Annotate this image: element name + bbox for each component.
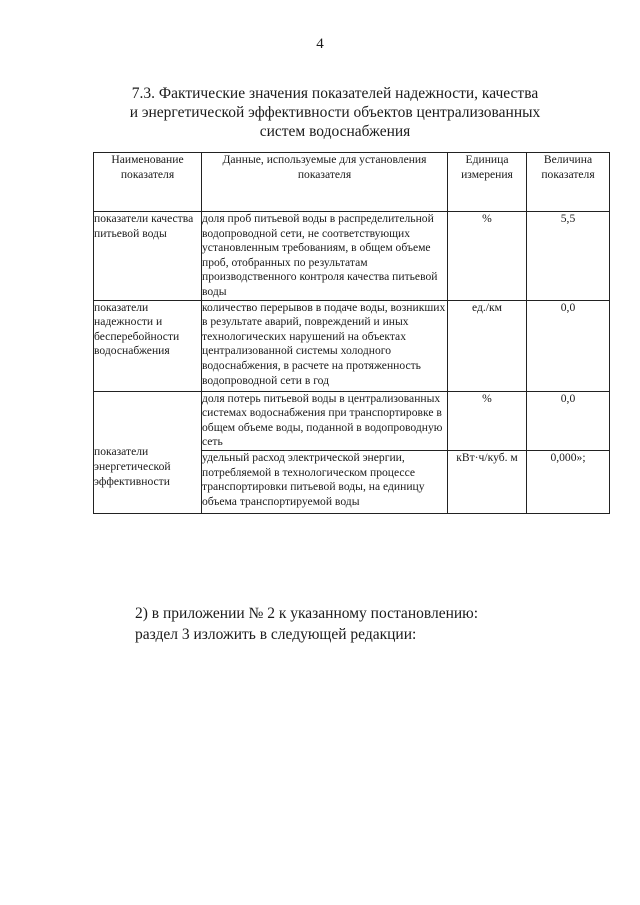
header-value: Величина показателя (527, 153, 610, 212)
indicators-table (93, 152, 610, 514)
indicator-unit: ед./км (448, 300, 527, 391)
amendment-paragraph: 2) в приложении № 2 к указанному постановлению: (135, 605, 479, 622)
indicator-name: показатели энергетической эффективности (94, 391, 202, 513)
amendment-paragraph: раздел 3 изложить в следующей редакции: (135, 626, 417, 643)
indicator-value: 0,0 (527, 391, 610, 450)
table-header-row (94, 153, 610, 212)
indicator-unit: кВт·ч/куб. м (448, 450, 527, 513)
indicator-value: 0,000»; (527, 450, 610, 513)
section-title-line: 7.3. Фактические значения показателей надежности, качества (131, 85, 539, 102)
section-title (120, 84, 550, 141)
indicator-data: доля потерь питьевой воды в централизованных системах водоснабжения при транспортировке в общем объеме воды, поданной в водопроводную сеть (202, 391, 448, 450)
indicator-value: 5,5 (527, 212, 610, 301)
header-indicator-name: Наименование показателя (94, 153, 202, 212)
indicator-unit: % (448, 212, 527, 301)
indicator-data: количество перерывов в подаче воды, возникших в результате аварий, повреждений и иных технологических нарушений на объектах централизованной системы холодного водоснабжения, в расчете на протяженность водопроводной сети в год (202, 300, 448, 391)
header-unit: Единица измерения (448, 153, 527, 212)
indicator-value: 0,0 (527, 300, 610, 391)
indicator-data: удельный расход электрической энергии, потребляемой в технологическом процессе транспортировки питьевой воды, на единицу объема транспортируемой воды (202, 450, 448, 513)
indicator-name: показатели надежности и бесперебойности водоснабжения (94, 300, 202, 391)
section-title-line: и энергетической эффективности объектов централизованных (129, 104, 541, 121)
table-row (94, 300, 610, 391)
table-row (94, 212, 610, 301)
section-title-line: систем водоснабжения (259, 123, 411, 140)
indicator-data: доля проб питьевой воды в распределительной водопроводной сети, не соответствующих установленным требованиям, в общем объеме проб, отобранных по результатам производственного контроля качества питьевой воды (202, 212, 448, 301)
indicator-unit: % (448, 391, 527, 450)
indicator-name: показатели качества питьевой воды (94, 212, 202, 301)
page-number: 4 (316, 36, 324, 52)
header-data-used: Данные, используемые для установления показателя (202, 153, 448, 212)
table-row (94, 391, 610, 450)
